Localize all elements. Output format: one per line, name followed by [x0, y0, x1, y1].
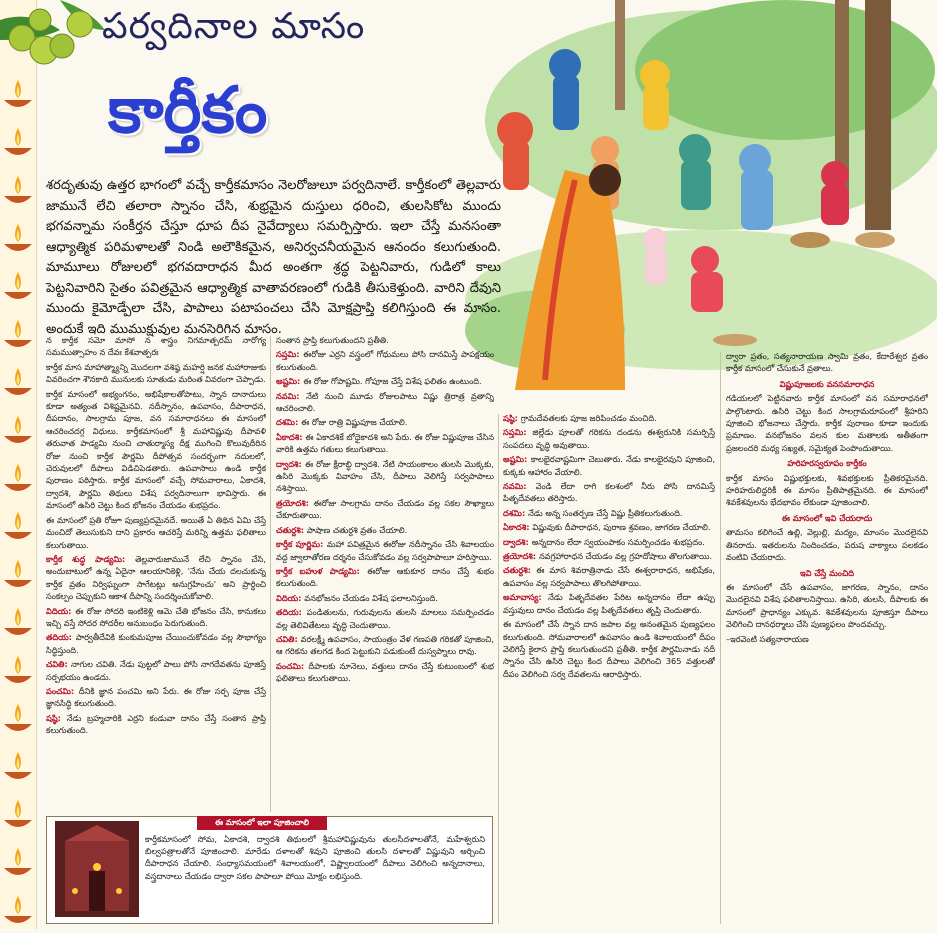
tithi-paragraph	[46, 658, 266, 683]
intro-paragraph: శరదృతువు ఉత్తర భాగంలో వచ్చే కార్తీకమాసం నెలరోజులూ పర్వదినాలే. కార్తీకంలో తెల్లవారు జామునే లేచి తలారా స్నానం చేసి, శుభ్రమైన దుస్తులు ధరించి, తులసికోట ముందు భగవన్నామ సంకీర్తన చేస్తూ ధూప దీప నైవేద్యాలు సమర్పిస్తారు. ఇలా చేస్తే మనసంతా ఆధ్యాత్మిక పరిమళాలతో నిండి అలౌకికమైన, అనిర్వచనీయమైన ఆనందం కలుగుతుంది. మామూలు రోజులలో భగవదారాధన మీద అంతగా శ్రద్ధ పెట్టనివారు, గుడిలో కాలు పెట్టనివారిని సైతం పవిత్రమైన ఆధ్యాత్మిక వాతావరణంలో గుడికి తీసుకెళ్తుంది. వారిని దేవుని ముందు కైమోడ్పేలా చేసి, పాపాలు పటాపంచలు చేసి మోక్షప్రాప్తి కలిగిస్తుంది ఈ మాసం. అందుకే ఇది ముముక్షువుల మనసెరిగిన మాసం.	[46, 178, 501, 337]
diya-icon	[4, 272, 32, 299]
body-paragraph: ఈ మాసంలో ప్రతి రోజూ పుణ్యప్రదమైనదే. అయితే ఏ తిథిన ఏమి చేస్తే మంచిదో తెలుసుకుని దాని ప్రకారం ఆచరిస్తే మరిన్ని ఉత్తమ ఫలితాలు కలుగుతాయి.	[46, 514, 266, 550]
diya-icon	[4, 896, 32, 923]
tithi-paragraph	[276, 390, 494, 415]
tithi-paragraph	[46, 685, 266, 710]
tithi-paragraph	[276, 592, 494, 604]
tithi-text: గ్రామదేవతలకు పూజ జరిపించడం మంచిది.	[520, 413, 657, 423]
box-text: కార్తీకమాసంలో సోమ, ఏకాదశి, ద్వాదశి తిథులలో శ్రీమహావిష్ణువును తులసీదళాలతోనే, మహేశ్వరుని బిల్వపత్రాలతోనే పూజించాలి. మారేడు దళాలతో శివుని పూజించి తులసి దళాలతో విష్ణువుని అర్చించి దీపారాధన చేయాలి. సంధ్యాసమయంలో శివాలయంలో, విష్ణ్వాలయంలో దీపాలు వెలిగించి అన్నదానాలు, వస్త్రదానాలు చేయడం ద్వారా సకల పాపాలూ పోయి మోక్షం లభిస్తుంది.	[145, 834, 485, 881]
tithi-label: త్రయోదశి:	[503, 551, 539, 562]
section-heading: ఈ మాసంలో ఇవి చేయరాదు	[781, 512, 873, 523]
tithi-text: వనభోజనం చేయడం విశేష ఫలాలనిస్తుంది.	[304, 592, 438, 603]
tithi-text: ఈ రోజు గోపాష్టమి. గోపూజ చేస్తే విశేష ఫలితం ఉంటుంది.	[303, 376, 482, 387]
tithi-text: ఈరోజు సాలగ్రామ దానం చేయడం వల్ల సకల సౌఖ్యాలు చేకూరుతాయి.	[276, 497, 494, 521]
body-paragraph: –ఇరవెంటి సత్యనారాయణ	[726, 633, 809, 644]
tithi-label: కార్తీక శుద్ధ పాడ్యమి:	[46, 553, 136, 564]
section-heading: ఇవి చేస్తే మంచిది	[800, 567, 854, 578]
diya-icon	[4, 512, 32, 539]
body-paragraph: తామసం కలిగించే ఉల్లి, వెల్లుల్లి, మద్యం, మాంసం మొదలైనవి తినరాదు. ఇతరులను నిందించడం, పరుష వాక్యాలు పలకడం వంటివి చేయరాదు.	[726, 527, 928, 563]
tithi-label: సప్తమి:	[276, 349, 304, 360]
tithi-text: పార్వతీదేవికి కుంకుమపూజ చేయించుకోవడం వల్ల సౌభాగ్యం సిద్ధిస్తుంది.	[46, 632, 266, 655]
lamp-border	[0, 0, 37, 929]
diya-lamps-decoration	[0, 0, 36, 929]
tithi-text: పండితులను, గురువులను తులసి మాలలు సమర్పించడం వల్ల తెలివితేటలు వృద్ధి చెందుతాయి.	[276, 607, 494, 630]
page-supertitle: పర్వదినాల మాసం	[102, 6, 366, 47]
diya-icon	[4, 416, 32, 443]
tithi-paragraph	[276, 524, 494, 536]
tithi-label: దశమి:	[276, 417, 302, 428]
tithi-paragraph	[503, 507, 715, 519]
diya-icon	[4, 128, 32, 155]
tithi-paragraph	[46, 631, 266, 656]
tithi-label: షష్ఠి:	[46, 712, 67, 723]
tithi-label: అష్టమి:	[276, 376, 304, 387]
diya-icon	[4, 800, 32, 827]
column-divider	[270, 336, 271, 812]
diya-icon	[4, 464, 32, 491]
article-column-3	[503, 412, 715, 844]
diya-icon	[4, 368, 32, 395]
article-column-4	[726, 350, 928, 922]
column-divider	[498, 414, 499, 924]
tithi-text: ఈ రోజు రాత్రి విష్ణుపూజ చేయాలి.	[301, 417, 408, 428]
tithi-text: ఈ మాస శివరాత్రినాడు చేసే ఈశ్వరారాధన, అభిషేకం, ఉపవాసం వల్ల సర్వపాపాలు తొలగిపోతాయి.	[503, 565, 715, 588]
tithi-label: నవమి:	[276, 390, 307, 401]
diya-icon	[4, 848, 32, 875]
tithi-text: విష్ణువుకు దీపారాధన, పురాణ శ్రవణం, జాగరణ చేయాలి.	[532, 522, 711, 533]
diya-icon	[4, 752, 32, 779]
tithi-paragraph	[46, 605, 266, 630]
body-paragraph: సంతాన ప్రాప్తి కలుగుతుందని ప్రతీతి.	[276, 335, 389, 345]
body-paragraph: కార్తీక మాస మాహాత్మ్యాన్ని మొదలగా వశిష్ఠ మహర్షి జనక మహారాజుకు వివరించగా శౌనకాది మునులకు సూతుడు మరింత వివరంగా చెప్పాడు.	[46, 361, 266, 385]
tithi-label: ద్వాదశి:	[503, 536, 532, 547]
tithi-text: ఈరోజు ఆకుకూర దానం చేస్తే శుభం కలుగుతుంది.	[276, 565, 494, 589]
tithi-label: నవమి:	[503, 481, 536, 492]
tithi-label: పంచమి:	[46, 685, 79, 696]
tithi-text: దీపాలకు నూనెలు, వత్తులు దానం చేస్తే కుటుంబంలో శుభ ఫలితాలు కలుగుతాయి.	[276, 660, 494, 684]
diya-icon	[4, 176, 32, 203]
tithi-label: ద్వాదశి:	[276, 458, 305, 469]
tithi-label: దశమి:	[503, 507, 529, 518]
tithi-text: నేడు అన్న సంతర్పణ చేస్తే విష్ణు ప్రీతికలుగుతుంది.	[528, 507, 683, 518]
tithi-text: మహా పవిత్రమైన ఈరోజు నదీస్నానం చేసి శివాలయం వద్ద జ్వాలాతోరణ దర్శనం చేసుకోవడం వల్ల సర్వపాపాలూ హరిస్తాయి.	[276, 539, 494, 562]
tithi-text: కాలభైరవాష్టమిగా చెబుతారు. నేడు కాలభైరవుని పూజించి, కుక్కకు ఆహారం వేయాలి.	[503, 454, 715, 477]
tithi-label: విదియ:	[276, 592, 305, 603]
tithi-label: విదియ:	[46, 605, 76, 616]
tithi-text: వెండి లేదా రాగి కలశంలో నీరు పోసి దానమిస్తే పితృదేవతలు తరిస్తారు.	[503, 481, 715, 504]
tithi-label: తదియ:	[276, 607, 307, 618]
tithi-paragraph	[503, 480, 715, 505]
tithi-text: తెల్లవారుజామునే లేచి స్నానం చేసి, అందుబాటులో ఉన్న ఏదైనా ఆలయానికెళ్లి, 'నేను చేయ దలచుకున్న కార్తీక వ్రతం నిర్విఘ్నంగా సాగేటట్లు అనుగ్రహించు' అని ప్రార్థించి సంకల్పం చెప్పుకుని ఆకాశ దీపాన్ని సందర్శించుకోవాలి.	[46, 553, 266, 602]
section-heading: విష్ణుపూజలకు వనసమారాధన	[779, 378, 875, 389]
tithi-text: వరలక్ష్మీ ఉపవాసం, సాయంత్రం వేళ గణపతి గరికతో పూజించి, ఆ గరికను తలగడ కింద పెట్టుకుని పడుకుంటే దుస్వప్నాలు రావు.	[276, 633, 494, 657]
body-paragraph: కార్తీక మాసంలో అభ్యంగనం, అభిషేకాలతోపాటు, స్నాన దానాదులు కూడా అత్యంత విశిష్టమైనవి. నదీస్నానం, ఉపవాసం, దీపారాధన, దీపదానం, సాలగ్రామ పూజ, వన సమారాధనలు ఈ మాసంలో ఆచరించదగ్గ విధులు. కార్తీకమాసంలో శ్రీ మహావిష్ణువు దీపావళి తరువాత పాడ్యమి నుంచి చాతుర్మాస్య దీక్ష ముగించి కొలువుదీరిన రోజు నుంచి కార్తీక పౌర్ణమి దీపోత్సవ సందర్భంగా నదులలో, చెరువులలో దీపాలు విడిచిపెడతారు. ఉపవాసాలు ఉండి కార్తీక పురాణం పఠిస్తారు. కార్తీక మాసంలో వచ్చే సోమవారాలు, ఏకాదశి, ద్వాదశి, పౌర్ణమి తిథులు విశేష పర్వదినాలుగా భావిస్తారు. ఈ మాసంలో ఉసిరి చెట్టు కింద భోజనం చేయడం శుభప్రదం.	[46, 388, 266, 511]
tithi-label: షష్ఠి:	[503, 413, 521, 423]
tithi-text: అన్నదానం లేదా స్వయంపాకం సమర్పించడం శుభప్రదం.	[531, 536, 705, 547]
diya-icon	[4, 224, 32, 251]
tithi-text: ఈ రోజు క్షీరాబ్ధి ద్వాదశి. నేటి సాయంకాలం తులసి మొక్కకు, ఉసిరి మొక్కకు వివాహం చేసి, దీపాలు వెలిగిస్తే సర్వపాపాలు నశిస్తాయి.	[276, 458, 494, 494]
tithi-paragraph	[503, 453, 715, 478]
article-column-1	[46, 334, 266, 814]
body-paragraph: న కార్తీక సమో మాసో న శాస్త్రం నిగమాత్పరమ్ నారోగ్య సమముత్సాహం న దేవః కేశవాత్పరః	[46, 335, 266, 358]
tithi-paragraph	[276, 348, 494, 373]
tithi-label: చతుర్దశి:	[503, 565, 537, 576]
column-divider	[720, 352, 721, 924]
tithi-paragraph	[276, 375, 494, 387]
body-paragraph: ఈ మాసంలో చేసే స్నాన దాన జపాల వల్ల అనంతమైన పుణ్యఫలం కలుగుతుంది. సోమవారాలలో ఉపవాసం ఉండి శివాలయంలో దీపం వెలిగిస్తే కైలాస ప్రాప్తి కలుగుతుందని ప్రతీతి. కార్తీక పౌర్ణమినాడు నదీ స్నానం చేసి ఉసిరి చెట్టు కింద దీపాలు వెలిగించి 365 వత్తులతో దీపం వెలిగించి సర్వ దేవతలను ఆరాధిస్తారు.	[503, 619, 715, 679]
tithi-paragraph	[276, 565, 494, 590]
tithi-text: దీనికి జ్ఞాన పంచమి అని పేరు. ఈ రోజు సర్ప పూజ చేస్తే జ్ఞానసిద్ధి కలుగుతుంది.	[46, 685, 266, 709]
tithi-paragraph	[276, 431, 494, 456]
body-paragraph: కార్తీక మాసం విష్ణుభక్తులకు, శివభక్తులకు ప్రీతికరమైనది. హరిహరులిద్దరికీ ఈ మాసం ప్రీతిపాత్రమైనది. ఈ మాసంలో శివకేశవులను భేదభావం లేకుండా పూజించాలి.	[726, 472, 928, 508]
body-paragraph: గడియలలో పెట్టినవారు కార్తీక మాసంలో వన సమారాధనలో పాల్గొంటారు. ఉసిరి చెట్టు కింద సాలగ్రామరూపంలో శ్రీహరిని పూజించి భోజనాలు చేస్తారు. కార్తీక పురాణం కూడా ఇందుకు ప్రమాణం. వనభోజనం వలన కుల మతాలకు అతీతంగా ప్రజలందరి మధ్య సఖ్యత, సమైక్యత పెంపొందుతాయి.	[726, 393, 928, 453]
temple-lamp-photo	[55, 821, 139, 917]
diya-icon	[4, 320, 32, 347]
body-paragraph: ద్వారా ప్రతం, సత్యనారాయణ స్వామి వ్రతం, కేదారేశ్వర వ్రతం కార్తీక మాసంలో చేసుకునే వ్రతాలు.	[726, 351, 928, 374]
tithi-paragraph	[503, 591, 715, 616]
box-title: ఈ మాసంలో ఇలా పూజించాలి	[197, 816, 327, 830]
tithi-paragraph	[503, 521, 715, 533]
tithi-paragraph	[503, 550, 715, 562]
tithi-paragraph	[46, 553, 266, 603]
body-paragraph: ఈ మాసంలో చేసే ఉపవాసం, జాగరణ, స్నానం, దానం మొదలైనవి విశేష ఫలితాలనిస్తాయి. ఉసిరి, తులసి, దీపాలకు ఈ మాసంలో ప్రాధాన్యం ఎక్కువ. శివకేశవులను పూజిస్తూ దీపాలు వెలిగించి దానధర్మాలు చేసి పుణ్యఫలం పొందవచ్చు.	[726, 581, 928, 630]
tithi-label: చవితి:	[276, 633, 301, 644]
section-heading: హరిహరస్వరూపం కార్తీకం	[787, 458, 867, 469]
tithi-paragraph	[276, 660, 494, 685]
tithi-paragraph	[276, 633, 494, 658]
tithi-text: నేడు పితృదేవతల పేరిట అన్నదానం లేదా ఉప్పు వస్తువులు దానం చేయడం వల్ల పితృదేవతలు తృప్తి చెందుతారు.	[503, 592, 715, 615]
tithi-paragraph	[276, 416, 494, 428]
page-title: కార్తీకం	[108, 74, 268, 148]
tithi-paragraph	[503, 536, 715, 548]
tithi-label: కార్తీక పూర్ణిమ:	[276, 539, 327, 550]
tithi-text: జిల్లేడు పూలతో గరికను దండను ఈశ్వరునికి సమర్పిస్తే సంపదలు వృద్ధి అవుతాయి.	[503, 427, 715, 450]
tithi-text: నేటి నుంచి మూడు రోజులపాటు విష్ణు త్రిరాత్ర వ్రతాన్ని ఆచరించాలి.	[276, 390, 494, 414]
tithi-paragraph	[276, 538, 494, 563]
tithi-label: చతుర్దశి:	[276, 524, 307, 535]
tithi-paragraph	[276, 458, 494, 495]
tithi-text: నాగుల చవితి. నేడు పుట్టలో పాలు పోసి నాగదేవతను పూజిస్తే సర్పభయం ఉండదు.	[46, 659, 266, 682]
tithi-text: పాషాణ చతుర్దశి వ్రతం చేయాలి.	[306, 524, 408, 535]
picnic-illustration	[455, 0, 937, 400]
tithi-label: పంచమి:	[276, 660, 309, 671]
diya-icon	[4, 80, 32, 107]
diya-icon	[4, 608, 32, 635]
tithi-text: ఈ రోజు సోదరి ఇంటికెళ్లి ఆమె చేతి భోజనం చేసి, కానుకలు ఇచ్చి వస్తే సోదర సోదరీల అనుబంధం పెరుగుతుంది.	[46, 605, 266, 628]
diya-icon	[4, 704, 32, 731]
diya-icon	[4, 560, 32, 587]
tithi-paragraph	[503, 412, 715, 424]
tithi-text: నేడు బ్రహ్మచారికి ఎర్రని కండువా దానం చేస్తే సంతాన ప్రాప్తి కలుగుతుంది.	[46, 712, 266, 736]
tithi-label: అమావాస్య:	[503, 592, 549, 603]
puja-info-box	[46, 816, 493, 924]
tithi-label: కార్తీక బహుళ పాడ్యమి:	[276, 565, 368, 576]
tithi-paragraph	[46, 712, 266, 737]
tithi-text: నవగ్రహారాధన చేయడం వల్ల గ్రహదోషాలు తొలగుతాయి.	[538, 551, 713, 562]
article-column-2	[276, 334, 494, 814]
tithi-label: అష్టమి:	[503, 454, 531, 465]
tithi-label: సప్తమి:	[503, 427, 533, 438]
tithi-label: ఏకాదశి:	[276, 431, 306, 442]
tithi-label: చవితి:	[46, 659, 71, 670]
tithi-label: త్రయోదశి:	[276, 497, 314, 508]
tithi-paragraph	[503, 426, 715, 451]
tithi-label: తదియ:	[46, 632, 76, 643]
tithi-text: ఈ ఏకాదశికే బోధైకాదశి అని పేరు. ఈ రోజు విష్ణుపూజ చేసిన వారికి ఉత్తమ గతులు కలుగుతాయి.	[276, 431, 494, 455]
tithi-paragraph	[276, 606, 494, 631]
tithi-paragraph	[276, 497, 494, 522]
diya-icon	[4, 656, 32, 683]
tithi-label: ఏకాదశి:	[503, 522, 533, 533]
tithi-paragraph	[503, 564, 715, 589]
tithi-text: ఈరోజు ఎర్రని వస్త్రంలో గోధుమలు పోసి దానమిస్తే పాపక్షయం కలుగుతుంది.	[276, 349, 494, 372]
